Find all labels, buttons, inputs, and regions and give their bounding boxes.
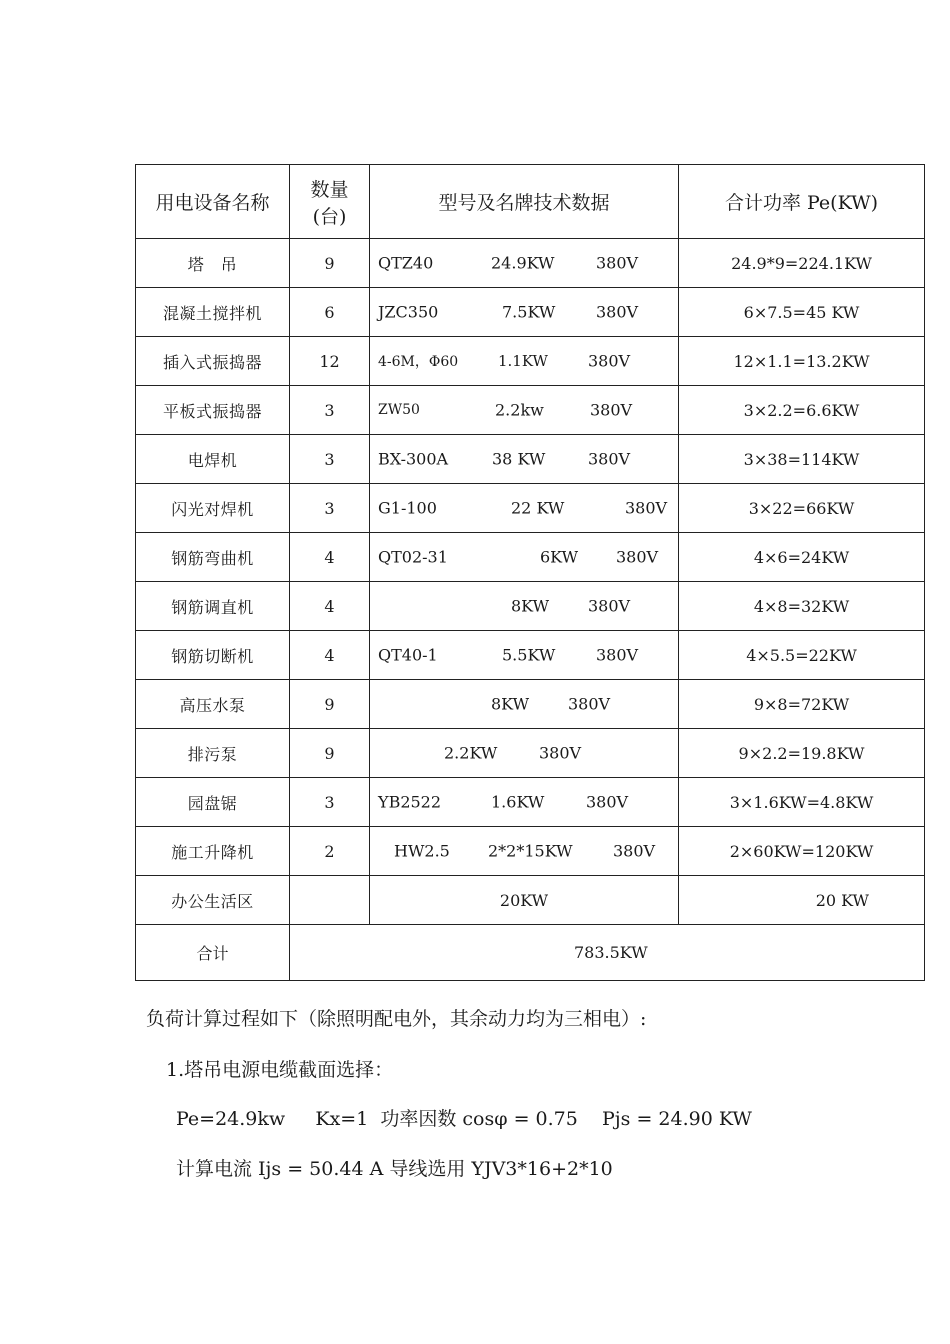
- spec-rating: 6KW: [540, 547, 579, 567]
- equipment-total-power: 3×1.6KW=4.8KW: [679, 778, 925, 827]
- equipment-spec: [370, 484, 679, 533]
- equipment-name: 施工升降机: [136, 827, 290, 876]
- spec-rating: 7.5KW: [502, 302, 556, 322]
- equipment-qty: 9: [290, 239, 370, 288]
- spec-model: QTZ40: [378, 253, 434, 273]
- equipment-spec: [370, 729, 679, 778]
- equipment-name: 平板式振捣器: [136, 386, 290, 435]
- spec-model: JZC350: [378, 302, 439, 322]
- spec-voltage: 380V: [588, 449, 631, 469]
- equipment-spec: [370, 533, 679, 582]
- table-row: [136, 386, 925, 435]
- equipment-total-power: 20 KW: [679, 876, 925, 925]
- table-row: [136, 827, 925, 876]
- spec-voltage: 380V: [588, 351, 631, 371]
- spec-voltage: 380V: [590, 400, 633, 420]
- spec-rating: 1.1KW: [498, 352, 548, 370]
- equipment-total-power: 12×1.1=13.2KW: [679, 337, 925, 386]
- header-total-power: 合计功率 Pe(KW): [679, 165, 925, 239]
- table-row: [136, 631, 925, 680]
- spec-voltage: 380V: [586, 792, 629, 812]
- calc-current: 计算电流 Ijs = 50.44 A 导线选用 YJV3*16+2*10: [176, 1158, 613, 1180]
- equipment-name: 闪光对焊机: [136, 484, 290, 533]
- spec-model: G1-100: [378, 498, 437, 518]
- spec-voltage: 380V: [596, 302, 639, 322]
- equipment-qty: 9: [290, 680, 370, 729]
- equipment-qty: 3: [290, 435, 370, 484]
- table-row: [136, 582, 925, 631]
- equipment-name: 电焊机: [136, 435, 290, 484]
- spec-rating: 38 KW: [492, 449, 546, 469]
- spec-voltage: 380V: [596, 645, 639, 665]
- equipment-spec: [370, 631, 679, 680]
- sum-value: 783.5KW: [290, 925, 925, 981]
- table-row: [136, 484, 925, 533]
- equipment-qty: 3: [290, 484, 370, 533]
- spec-rating: 22 KW: [511, 498, 565, 518]
- equipment-total-power: 24.9*9=224.1KW: [679, 239, 925, 288]
- spec-rating: 2.2kw: [495, 400, 544, 420]
- equipment-qty: 3: [290, 386, 370, 435]
- table-row-office: [136, 876, 925, 925]
- table-row: [136, 729, 925, 778]
- table-row: [136, 778, 925, 827]
- spec-model: QT40-1: [378, 645, 438, 665]
- equipment-total-power: 2×60KW=120KW: [679, 827, 925, 876]
- equipment-load-table: [135, 164, 925, 981]
- spec-rating: 2*2*15KW: [488, 841, 573, 861]
- equipment-name: 插入式振捣器: [136, 337, 290, 386]
- header-spec: 型号及名牌技术数据: [370, 165, 679, 239]
- spec-model: HW2.5: [394, 841, 450, 861]
- spec-voltage: 380V: [596, 253, 639, 273]
- spec-rating: 8KW: [511, 596, 550, 616]
- equipment-name: 钢筋调直机: [136, 582, 290, 631]
- equipment-total-power: 3×38=114KW: [679, 435, 925, 484]
- spec-voltage: 380V: [613, 841, 656, 861]
- equipment-spec: [370, 386, 679, 435]
- equipment-name: 办公生活区: [136, 876, 290, 925]
- equipment-total-power: 4×6=24KW: [679, 533, 925, 582]
- table-row: [136, 680, 925, 729]
- table-row: [136, 337, 925, 386]
- spec-voltage: 380V: [625, 498, 668, 518]
- spec-voltage: 380V: [616, 547, 659, 567]
- spec-voltage: 380V: [568, 694, 611, 714]
- equipment-spec: [370, 680, 679, 729]
- header-equipment-name: 用电设备名称: [136, 165, 290, 239]
- equipment-qty: 3: [290, 778, 370, 827]
- equipment-total-power: 6×7.5=45 KW: [679, 288, 925, 337]
- header-quantity: [290, 165, 370, 239]
- equipment-spec: [370, 435, 679, 484]
- equipment-qty: [290, 876, 370, 925]
- header-quantity-line2: (台): [312, 205, 347, 228]
- equipment-name: 塔 吊: [136, 239, 290, 288]
- table-row-sum: [136, 925, 925, 981]
- equipment-name: 高压水泵: [136, 680, 290, 729]
- equipment-qty: 9: [290, 729, 370, 778]
- equipment-name: 排污泵: [136, 729, 290, 778]
- intro-paragraph: 负荷计算过程如下（除照明配电外，其余动力均为三相电）:: [146, 1008, 647, 1030]
- equipment-qty: 4: [290, 533, 370, 582]
- table-row: [136, 435, 925, 484]
- equipment-spec: 20KW: [370, 876, 679, 925]
- table-row: [136, 533, 925, 582]
- table-row: [136, 288, 925, 337]
- equipment-spec: [370, 582, 679, 631]
- equipment-qty: 6: [290, 288, 370, 337]
- spec-voltage: 380V: [588, 596, 631, 616]
- equipment-spec: [370, 778, 679, 827]
- equipment-total-power: 9×2.2=19.8KW: [679, 729, 925, 778]
- sum-label: 合计: [136, 925, 290, 981]
- table-header-row: [136, 165, 925, 239]
- spec-model: ZW50: [378, 402, 420, 418]
- table-row: [136, 239, 925, 288]
- spec-model: QT02-31: [378, 547, 448, 567]
- equipment-qty: 4: [290, 582, 370, 631]
- equipment-total-power: 9×8=72KW: [679, 680, 925, 729]
- equipment-spec: [370, 337, 679, 386]
- equipment-name: 混凝土搅拌机: [136, 288, 290, 337]
- equipment-total-power: 3×22=66KW: [679, 484, 925, 533]
- equipment-spec: [370, 239, 679, 288]
- spec-rating: 1.6KW: [491, 792, 545, 812]
- spec-rating: 24.9KW: [491, 253, 555, 273]
- spec-model: YB2522: [378, 792, 442, 812]
- header-quantity-line1: 数量: [310, 178, 349, 201]
- equipment-total-power: 3×2.2=6.6KW: [679, 386, 925, 435]
- equipment-spec: [370, 288, 679, 337]
- section-heading: 1.塔吊电源电缆截面选择：: [166, 1059, 394, 1081]
- equipment-qty: 2: [290, 827, 370, 876]
- equipment-name: 钢筋切断机: [136, 631, 290, 680]
- equipment-qty: 4: [290, 631, 370, 680]
- calc-parameters: Pe=24.9kw Kx=1 功率因数 cosφ = 0.75 Pjs = 24.90 KW: [176, 1108, 752, 1130]
- equipment-name: 园盘锯: [136, 778, 290, 827]
- equipment-name: 钢筋弯曲机: [136, 533, 290, 582]
- spec-rating: 8KW: [491, 694, 530, 714]
- spec-voltage: 380V: [539, 743, 582, 763]
- spec-rating: 2.2KW: [444, 743, 498, 763]
- spec-model: BX-300A: [378, 449, 449, 469]
- equipment-spec: [370, 827, 679, 876]
- equipment-total-power: 4×5.5=22KW: [679, 631, 925, 680]
- equipment-total-power: 4×8=32KW: [679, 582, 925, 631]
- spec-model: 4-6M，Φ60: [378, 354, 459, 370]
- spec-rating: 5.5KW: [502, 645, 556, 665]
- equipment-qty: 12: [290, 337, 370, 386]
